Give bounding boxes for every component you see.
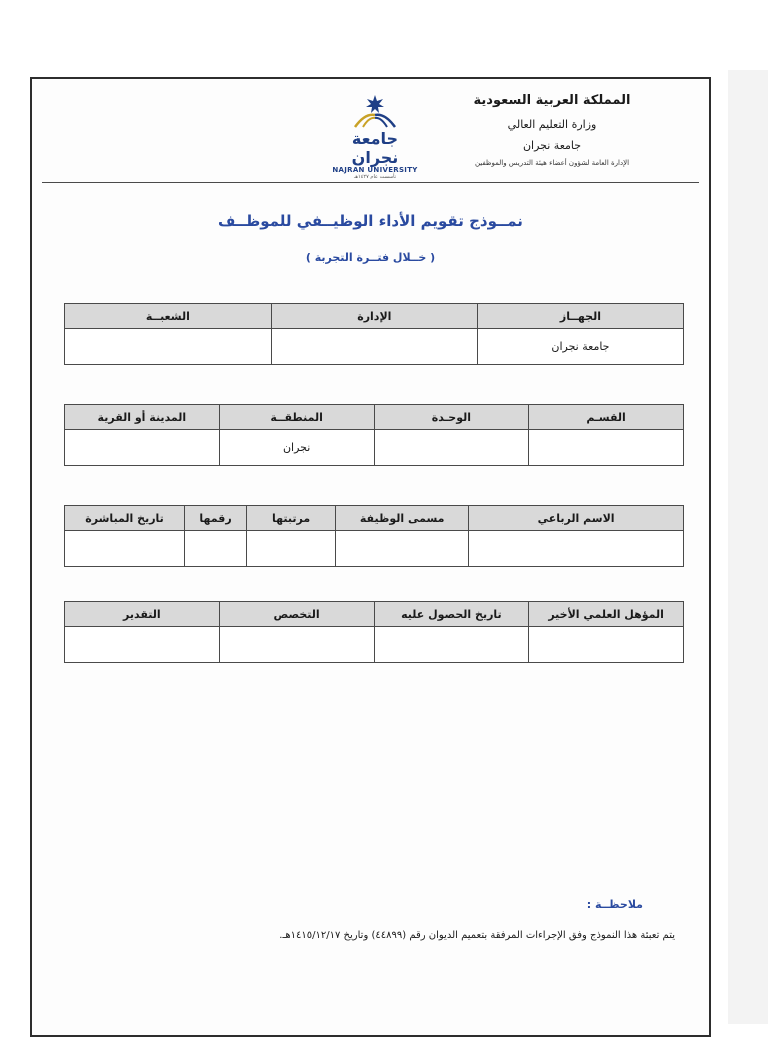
header-cell: القسـم bbox=[529, 405, 684, 430]
header-cell: الإدارة bbox=[271, 304, 477, 329]
form-title: نمــوذج تقويم الأداء الوظيــفي للموظــف bbox=[218, 212, 523, 230]
header-cell: التقدير bbox=[65, 602, 220, 627]
header-cell: تاريخ المباشرة bbox=[65, 506, 185, 531]
full-name-field[interactable] bbox=[469, 531, 684, 567]
header-cell: رقمها bbox=[185, 506, 247, 531]
header-divider bbox=[42, 182, 699, 183]
header-cell: الجهــاز bbox=[477, 304, 683, 329]
location-table bbox=[64, 404, 684, 466]
city-field[interactable] bbox=[65, 430, 220, 466]
note-text: يتم تعبئة هذا النموذج وفق الإجراءات المرفقة بتعميم الديوان رقم (٤٤٨٩٩) وتاريخ ١٤١٥/١٢/١٧هـ. bbox=[279, 930, 675, 941]
header-cell: التخصص bbox=[219, 602, 374, 627]
header-cell: الوحـدة bbox=[374, 405, 529, 430]
page-edge bbox=[728, 70, 768, 1024]
grade-field[interactable] bbox=[247, 531, 336, 567]
table-row bbox=[65, 531, 684, 567]
table-header-row bbox=[65, 602, 684, 627]
university-logo bbox=[330, 93, 420, 180]
logo-english-text: NAJRAN UNIVERSITY bbox=[332, 166, 418, 174]
qualification-date-field[interactable] bbox=[374, 627, 529, 663]
header-cell: المدينة أو القرية bbox=[65, 405, 220, 430]
table-row bbox=[65, 430, 684, 466]
employee-table bbox=[64, 505, 684, 567]
organization-table bbox=[64, 303, 684, 365]
start-date-field[interactable] bbox=[65, 531, 185, 567]
specialization-field[interactable] bbox=[219, 627, 374, 663]
division-field[interactable] bbox=[65, 329, 272, 365]
job-title-field[interactable] bbox=[336, 531, 469, 567]
header-cell: المنطقــة bbox=[219, 405, 374, 430]
header-cell: الاسم الرباعي bbox=[469, 506, 684, 531]
kingdom-name: المملكة العربية السعودية bbox=[473, 93, 631, 108]
administration-field[interactable] bbox=[271, 329, 477, 365]
logo-sub-text: تأسست عام ١٤٢٧هـ bbox=[353, 174, 397, 180]
letterhead-text bbox=[437, 93, 667, 167]
organization-field[interactable]: جامعة نجران bbox=[477, 329, 683, 365]
note-label: ملاحظــة : bbox=[586, 898, 643, 911]
university-logo-icon bbox=[345, 93, 405, 129]
letterhead bbox=[32, 79, 709, 183]
header-cell: المؤهل العلمي الأخير bbox=[529, 602, 684, 627]
logo-arabic-text: جامعة نجران bbox=[351, 129, 399, 167]
table-row bbox=[65, 627, 684, 663]
form-subtitle: ( خــلال فتــرة التجربة ) bbox=[305, 251, 436, 264]
grade-rating-field[interactable] bbox=[65, 627, 220, 663]
table-header-row bbox=[65, 405, 684, 430]
ministry-name: وزارة التعليم العالي bbox=[507, 118, 597, 131]
header-cell: تاريخ الحصول عليه bbox=[374, 602, 529, 627]
university-name: جامعة نجران bbox=[522, 139, 582, 152]
header-cell: مرتبتها bbox=[247, 506, 336, 531]
table-header-row bbox=[65, 304, 684, 329]
table-header-row bbox=[65, 506, 684, 531]
header-cell: مسمى الوظيفة bbox=[336, 506, 469, 531]
table-row bbox=[65, 329, 684, 365]
region-field[interactable]: نجران bbox=[219, 430, 374, 466]
header-cell: الشعبــة bbox=[65, 304, 272, 329]
department-name: الإدارة العامة لشؤون أعضاء هيئة التدريس والموظفين bbox=[474, 159, 630, 167]
form-sheet bbox=[30, 77, 711, 1037]
unit-field[interactable] bbox=[374, 430, 529, 466]
qualification-field[interactable] bbox=[529, 627, 684, 663]
job-number-field[interactable] bbox=[185, 531, 247, 567]
qualification-table bbox=[64, 601, 684, 663]
section-field[interactable] bbox=[529, 430, 684, 466]
